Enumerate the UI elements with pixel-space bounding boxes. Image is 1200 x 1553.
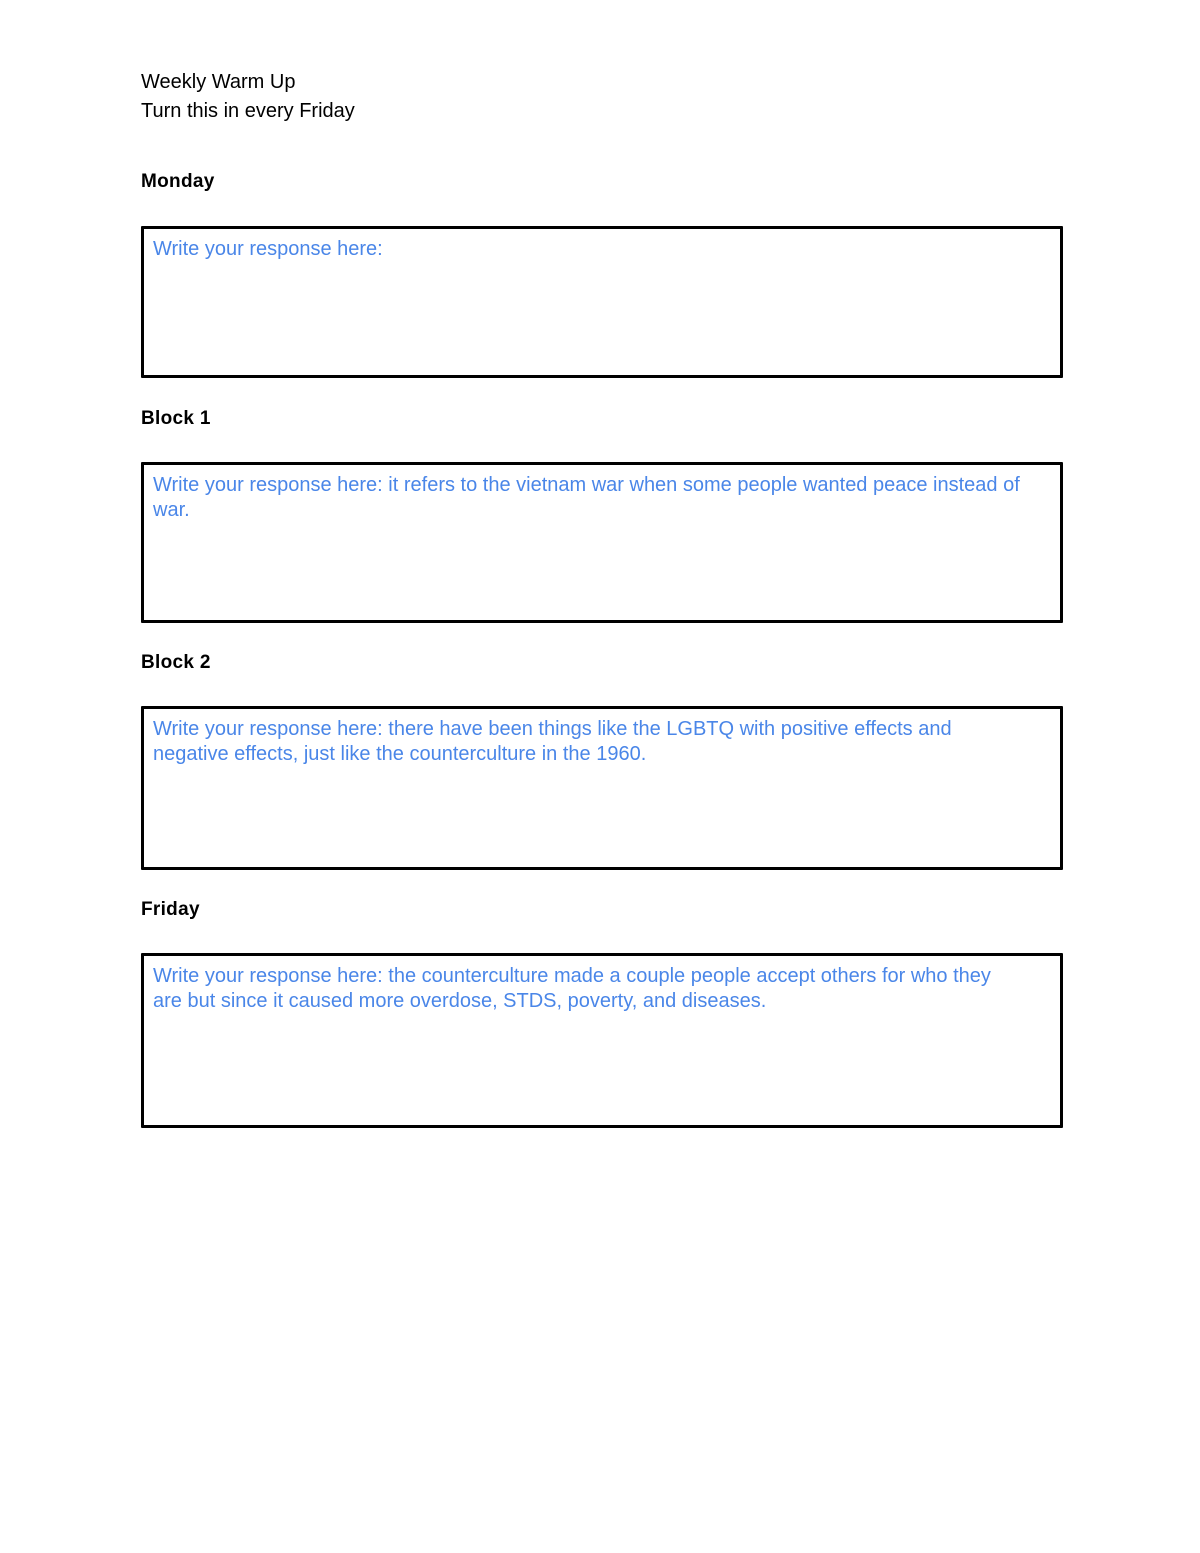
response-box-friday[interactable] [141,953,1063,1128]
worksheet-title: Weekly Warm Up [141,71,296,93]
response-text-monday[interactable]: Write your response here: [153,238,383,260]
section-heading-friday: Friday [141,899,200,920]
section-heading-block-1: Block 1 [141,408,211,429]
response-box-block-2[interactable] [141,706,1063,870]
response-text-block-2[interactable]: Write your response here: there have been things like the LGBTQ with positive effects and negative effects, just like the counterculture in the 1960. [153,718,952,765]
response-text-friday[interactable]: Write your response here: the counterculture made a couple people accept others for who they are but since it caused more overdose, STDS, poverty, and diseases. [153,965,991,1012]
section-heading-monday: Monday [141,171,215,192]
response-box-block-1[interactable] [141,462,1063,623]
response-box-monday[interactable] [141,226,1063,378]
worksheet-subtitle: Turn this in every Friday [141,100,355,122]
response-text-block-1[interactable]: Write your response here: it refers to the vietnam war when some people wanted peace instead of war. [153,474,1020,521]
section-heading-block-2: Block 2 [141,652,211,673]
